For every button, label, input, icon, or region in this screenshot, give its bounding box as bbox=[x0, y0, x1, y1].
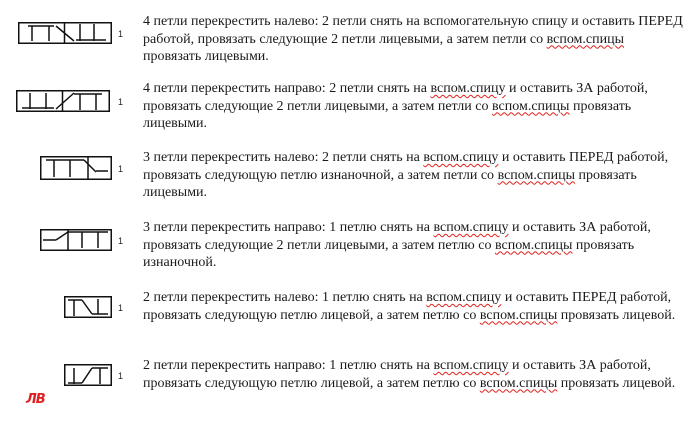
cable-2-right-symbol-icon bbox=[64, 364, 112, 386]
cable-3-left-symbol-icon bbox=[40, 156, 112, 180]
cable-4-right-symbol-icon bbox=[16, 90, 110, 112]
row-description: 4 петли перекрестить налево: 2 петли снять на вспомогательную спицу и оставить ПЕРЕД работой, провязать следующие 2 петли лицевыми, а затем петли со вспом.спицы провязать лицевыми. bbox=[143, 14, 683, 64]
step-number: 1 bbox=[118, 236, 124, 246]
cable-4-left-symbol-icon bbox=[18, 22, 112, 44]
step-number: 1 bbox=[118, 371, 124, 381]
cable-3-right-symbol-icon bbox=[40, 229, 112, 251]
row-description: 2 петли перекрестить налево: 1 петлю снять на вспом.спицу и оставить ПЕРЕД работой, провязать следующую петлю лицевой, а затем петлю со вспом.спицы провязать лицевой. bbox=[143, 290, 676, 323]
row-description: 4 петли перекрестить направо: 2 петли снять на вспом.спицу и оставить ЗА работой, провязать следующие 2 петли лицевыми, а затем петли со вспом.спицы провязать лицевыми. bbox=[143, 81, 648, 131]
step-number: 1 bbox=[118, 303, 124, 313]
row-description: 3 петли перекрестить направо: 1 петлю снять на вспом.спицу и оставить ЗА работой, провязать следующие 2 петли лицевыми, а затем петлю со вспом.спицы провязать изнаночной. bbox=[143, 220, 651, 270]
author-signature: ЛВ bbox=[26, 392, 45, 407]
step-number: 1 bbox=[118, 97, 124, 107]
row-description: 2 петли перекрестить направо: 1 петлю снять на вспом.спицу и оставить ЗА работой, провязать следующую петлю лицевой, а затем петлю со вспом.спицы провязать лицевой. bbox=[143, 358, 676, 391]
step-number: 1 bbox=[118, 29, 124, 39]
cable-2-left-symbol-icon bbox=[64, 296, 112, 318]
row-description: 3 петли перекрестить налево: 2 петли снять на вспом.спицу и оставить ПЕРЕД работой, провязать следующую петлю изнаночной, а затем петли со вспом.спицы провязать лицевыми. bbox=[143, 150, 669, 200]
step-number: 1 bbox=[118, 164, 124, 174]
